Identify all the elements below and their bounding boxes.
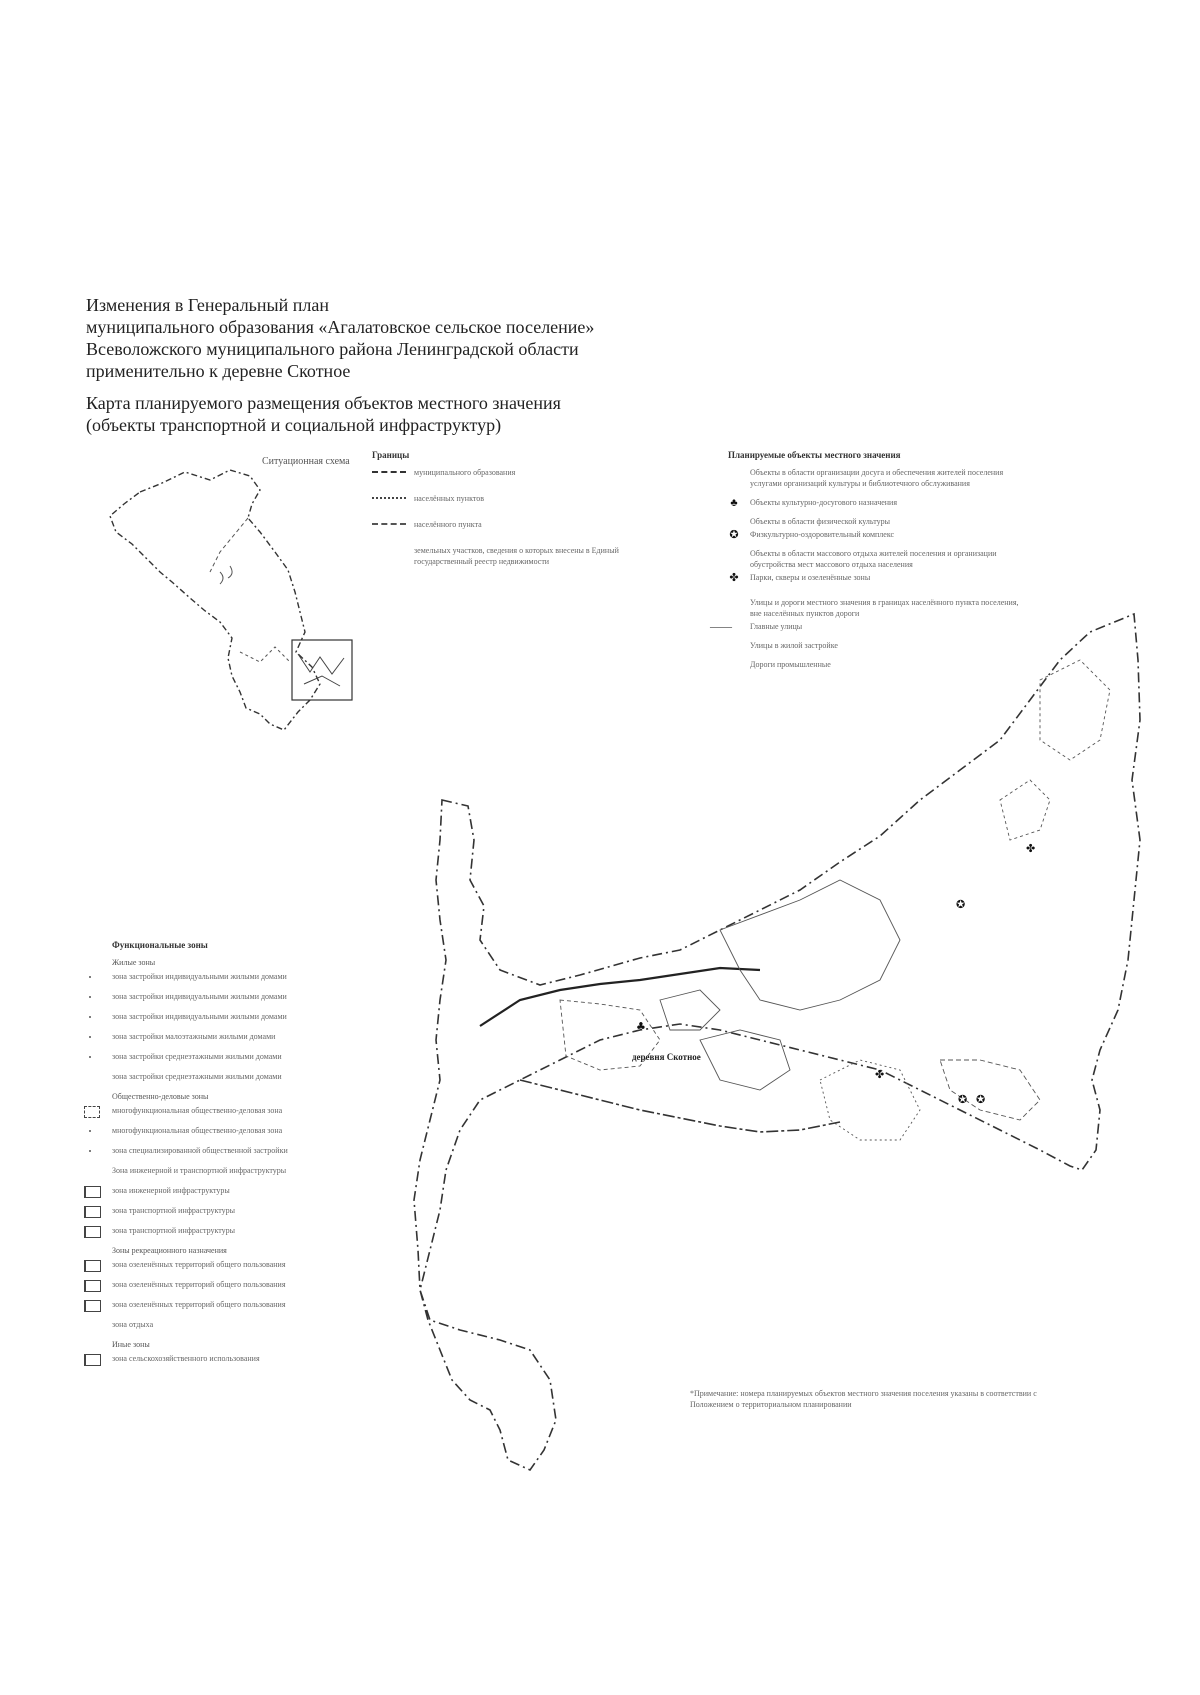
land-parcel [940,1060,1040,1120]
land-parcel [1000,780,1050,840]
legend-label: зона транспортной инфраструктуры [112,1206,236,1215]
park-icon: ✤ [1026,842,1036,855]
legend-label: земельных участков, сведения о которых внесены в Единый государственный реестр недвижимости [414,546,619,566]
sports-complex-icon: ✪ [976,1093,986,1106]
main-road-line [520,1080,840,1132]
legend-label: зона застройки среднеэтажными жилыми домами [112,1072,282,1081]
land-parcel [820,1060,920,1140]
legend-label: зона застройки индивидуальными жилыми домами [112,1012,287,1021]
title-line: Изменения в Генеральный план [86,295,329,315]
land-parcel [1040,660,1110,760]
sports-complex-icon: ✪ [956,898,966,911]
legend-label: многофункциональная общественно-деловая зона [112,1126,283,1135]
legend-label: Объекты в области физической культуры [750,517,891,526]
legend-label: зона сельскохозяйственного использования [112,1354,260,1363]
footnote [690,1388,1160,1410]
main-street-line-icon: —— [710,621,732,633]
park-icon: ✤ [875,1068,885,1081]
footnote-line: *Примечание: номера планируемых объектов местного значения поселения указаны в соответствии с [690,1389,1037,1398]
legend-label: зона застройки индивидуальными жилыми домами [112,992,287,1001]
legend-label: муниципального образования [414,468,516,477]
subtitle-line: Карта планируемого размещения объектов местного значения [86,393,561,413]
legend-label: Зона инженерной и транспортной инфраструктуры [112,1166,287,1175]
legend-label: Улицы в жилой застройке [750,641,838,650]
footnote-line: Положением о территориальном планировании [690,1400,852,1409]
legend-label: зона застройки индивидуальными жилыми домами [112,972,287,981]
culture-object-icon: ♣ [730,497,738,509]
legend-label: многофункциональная общественно-деловая зона [112,1106,283,1115]
sports-complex-icon: ✪ [729,529,739,541]
land-parcel [720,880,900,1010]
zone-group-title: Общественно-деловые зоны [112,1092,209,1101]
legend-label: зона застройки малоэтажными жилыми домами [112,1032,276,1041]
legend-label: зона транспортной инфраструктуры [112,1226,236,1235]
legend-label: населённых пунктов [414,494,485,503]
land-parcel [660,990,720,1030]
legend-heading: Функциональные зоны [112,940,208,950]
situation-scheme-caption: Ситуационная схема [262,456,350,467]
sports-complex-icon: ✪ [958,1093,968,1106]
legend-label: населённого пункта [414,520,482,529]
settlement-name-label: деревня Скотное [632,1052,701,1062]
zone-group-title: Жилые зоны [112,958,156,967]
legend-label: зона отдыха [112,1320,154,1329]
legend-label: зона застройки среднеэтажными жилыми домами [112,1052,282,1061]
legend-label: Главные улицы [750,622,803,631]
legend-label: Парки, скверы и озеленённые зоны [750,573,871,582]
legend-label: зона инженерной инфраструктуры [112,1186,230,1195]
planned-object-markers [636,842,1035,1106]
title-line: применительно к деревне Скотное [86,361,351,381]
legend-label: зона специализированной общественной застройки [112,1146,288,1155]
legend-label: зона озеленённых территорий общего пользования [112,1300,286,1309]
subtitle-line: (объекты транспортной и социальной инфраструктур) [86,415,502,435]
title-line: муниципального образования «Агалатовское сельское поселение» [86,317,595,337]
legend-heading: Планируемые объекты местного значения [728,450,901,460]
legend-label: зона озеленённых территорий общего пользования [112,1260,286,1269]
title-line: Всеволожского муниципального района Ленинградской области [86,339,579,359]
legend-label: Объекты культурно-досугового назначения [750,498,898,507]
legend-label: Физкультурно-оздоровительный комплекс [750,530,895,539]
culture-object-icon: ♣ [636,1020,646,1033]
settlement-boundary [414,614,1140,1470]
main-street-line [480,968,760,1026]
land-parcel [700,1030,790,1090]
legend-heading: Границы [372,450,410,460]
legend-label: Объекты в области организации досуга и обеспечения жителей поселения услугами организаций культуры и библиотечного обслуживания [750,468,1004,488]
legend-label: Объекты в области массового отдыха жителей поселения и организации обустройства мест массового отдыха населения [750,549,997,569]
park-icon: ✤ [729,572,739,584]
zone-group-title: Зоны рекреационного назначения [112,1246,227,1255]
legend-label: Дороги промышленные [750,660,831,669]
legend-label: зона озеленённых территорий общего пользования [112,1280,286,1289]
legend-label: Улицы и дороги местного значения в границах населённого пункта поселения, вне населённых пунктов дороги [750,598,1019,618]
zone-group-title: Иные зоны [112,1340,150,1349]
